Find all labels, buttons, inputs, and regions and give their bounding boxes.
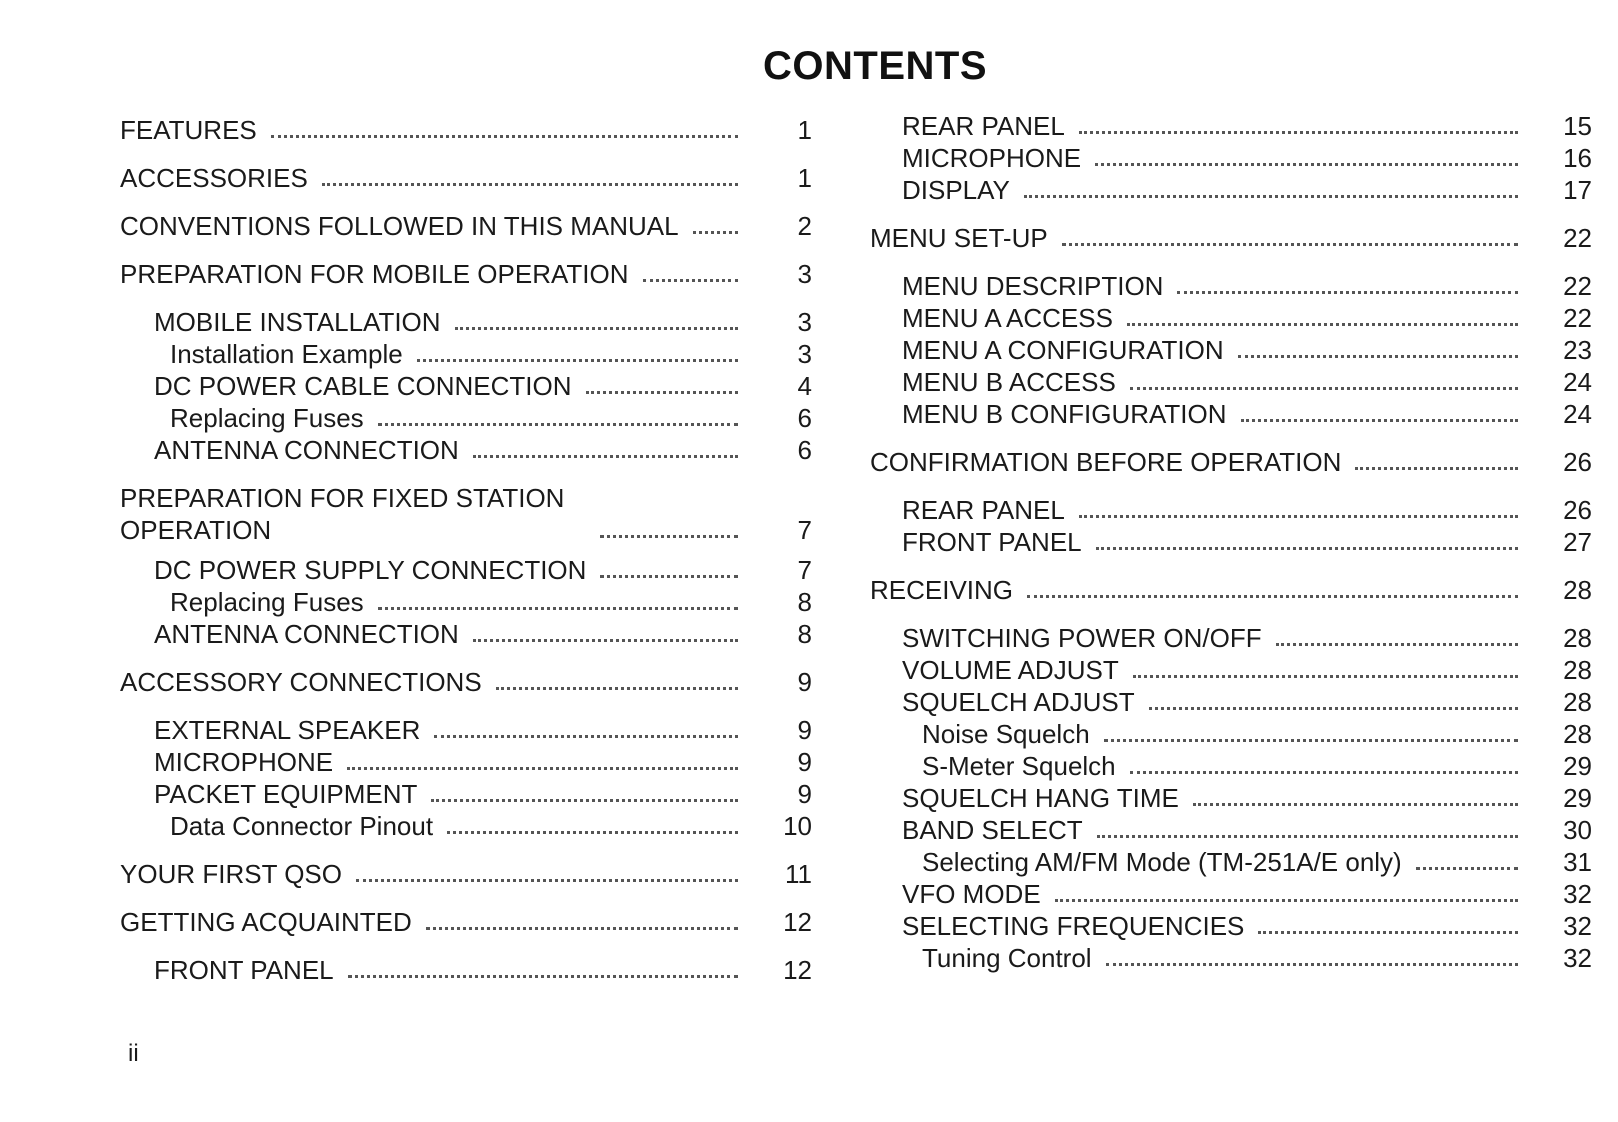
toc-entry bbox=[120, 338, 812, 370]
toc-entry bbox=[902, 174, 1592, 206]
dot-leader bbox=[447, 831, 738, 834]
dot-leader bbox=[455, 327, 738, 330]
toc-entry bbox=[120, 482, 812, 546]
toc-entry-title: ANTENNA CONNECTION bbox=[154, 435, 459, 465]
toc-page-number: 32 bbox=[1563, 879, 1592, 909]
toc-entry-title: CONVENTIONS FOLLOWED IN THIS MANUAL bbox=[120, 211, 679, 241]
toc-page-number: 9 bbox=[797, 747, 812, 777]
toc-entry-title: DC POWER SUPPLY CONNECTION bbox=[154, 555, 587, 585]
toc-entry bbox=[902, 686, 1592, 718]
dot-leader bbox=[356, 879, 738, 882]
toc-entry-title: MENU A CONFIGURATION bbox=[902, 335, 1224, 365]
toc-page-number: 31 bbox=[1563, 847, 1592, 877]
toc-page-number: 26 bbox=[1563, 447, 1592, 477]
toc-entry-title: GETTING ACQUAINTED bbox=[120, 907, 412, 937]
dot-leader bbox=[1096, 547, 1518, 550]
toc-entry-title: Selecting AM/FM Mode (TM-251A/E only) bbox=[922, 847, 1402, 877]
toc-entry bbox=[902, 142, 1592, 174]
dot-leader bbox=[1079, 515, 1518, 518]
toc-left-column bbox=[120, 0, 812, 1122]
toc-page-number: 30 bbox=[1563, 815, 1592, 845]
toc-entry-title: MENU B ACCESS bbox=[902, 367, 1116, 397]
toc-entry-title: Installation Example bbox=[170, 339, 403, 369]
toc-entry-title: MENU SET-UP bbox=[870, 223, 1048, 253]
toc-entry-title: DISPLAY bbox=[902, 175, 1010, 205]
toc-page-number: 17 bbox=[1563, 175, 1592, 205]
toc-entry-title: MICROPHONE bbox=[902, 143, 1082, 173]
dot-leader bbox=[1095, 163, 1518, 166]
toc-entry bbox=[902, 398, 1592, 430]
toc-entry bbox=[120, 370, 812, 402]
toc-entry bbox=[902, 782, 1592, 814]
toc-page-number: 8 bbox=[797, 619, 812, 649]
dot-leader bbox=[600, 535, 738, 538]
toc-page-number: 32 bbox=[1563, 943, 1592, 973]
toc-page-number: 8 bbox=[797, 587, 812, 617]
dot-leader bbox=[643, 279, 738, 282]
toc-entry bbox=[120, 162, 812, 194]
toc-entry bbox=[902, 622, 1592, 654]
toc-page-number: 16 bbox=[1563, 143, 1592, 173]
toc-entry bbox=[120, 114, 812, 146]
toc-entry-title: PACKET EQUIPMENT bbox=[154, 779, 418, 809]
toc-entry-title: MENU DESCRIPTION bbox=[902, 271, 1164, 301]
toc-entry-title: Noise Squelch bbox=[922, 719, 1090, 749]
toc-entry bbox=[120, 210, 812, 242]
toc-page-number: 22 bbox=[1563, 223, 1592, 253]
dot-leader bbox=[347, 767, 738, 770]
dot-leader bbox=[322, 183, 738, 186]
toc-page-number: 12 bbox=[783, 955, 812, 985]
toc-entry bbox=[870, 446, 1592, 478]
dot-leader bbox=[1258, 931, 1518, 934]
footer-page-number: ii bbox=[128, 1040, 139, 1067]
toc-entry-title: FRONT PANEL bbox=[154, 955, 334, 985]
dot-leader bbox=[431, 799, 738, 802]
toc-entry-title: MOBILE INSTALLATION bbox=[154, 307, 441, 337]
dot-leader bbox=[1127, 323, 1518, 326]
toc-page-number: 6 bbox=[797, 403, 812, 433]
toc-page-number: 29 bbox=[1563, 751, 1592, 781]
toc-entry bbox=[902, 878, 1592, 910]
toc-entry-title: MICROPHONE bbox=[154, 747, 334, 777]
toc-page-number: 3 bbox=[797, 307, 812, 337]
dot-leader bbox=[1130, 387, 1518, 390]
toc-page-number: 29 bbox=[1563, 783, 1592, 813]
toc-entry-title: MENU A ACCESS bbox=[902, 303, 1113, 333]
dot-leader bbox=[1024, 195, 1518, 198]
toc-entry bbox=[902, 718, 1592, 750]
toc-entry-title: SQUELCH HANG TIME bbox=[902, 783, 1179, 813]
toc-page-number: 24 bbox=[1563, 399, 1592, 429]
toc-page-number: 32 bbox=[1563, 911, 1592, 941]
dot-leader bbox=[1133, 675, 1518, 678]
dot-leader bbox=[600, 575, 738, 578]
toc-entry-title: CONFIRMATION BEFORE OPERATION bbox=[870, 447, 1342, 477]
toc-page-number: 22 bbox=[1563, 271, 1592, 301]
toc-entry-title: VOLUME ADJUST bbox=[902, 655, 1119, 685]
dot-leader bbox=[1130, 771, 1518, 774]
toc-entry-title: RECEIVING bbox=[870, 575, 1014, 605]
toc-entry-title: ACCESSORY CONNECTIONS bbox=[120, 667, 482, 697]
toc-page-number: 28 bbox=[1563, 623, 1592, 653]
toc-entry-title: VFO MODE bbox=[902, 879, 1041, 909]
toc-entry bbox=[120, 778, 812, 810]
toc-entry bbox=[902, 526, 1592, 558]
toc-entry-title: FEATURES bbox=[120, 115, 257, 145]
toc-page-number: 3 bbox=[797, 339, 812, 369]
toc-entry bbox=[120, 810, 812, 842]
toc-entry bbox=[902, 270, 1592, 302]
toc-page-number: 7 bbox=[797, 515, 812, 545]
toc-entry bbox=[902, 750, 1592, 782]
toc-entry-title: ANTENNA CONNECTION bbox=[154, 619, 459, 649]
toc-entry-title-line1: PREPARATION FOR FIXED STATION bbox=[120, 483, 565, 513]
dot-leader bbox=[473, 639, 738, 642]
dot-leader bbox=[1177, 291, 1518, 294]
dot-leader bbox=[1055, 899, 1518, 902]
toc-entry bbox=[902, 302, 1592, 334]
toc-page-number: 23 bbox=[1563, 335, 1592, 365]
dot-leader bbox=[586, 391, 739, 394]
toc-page-number: 26 bbox=[1563, 495, 1592, 525]
dot-leader bbox=[417, 359, 738, 362]
toc-entry bbox=[120, 434, 812, 466]
toc-entry bbox=[120, 954, 812, 986]
dot-leader bbox=[1149, 707, 1518, 710]
toc-entry-title: SWITCHING POWER ON/OFF bbox=[902, 623, 1262, 653]
toc-entry-title: Replacing Fuses bbox=[170, 403, 364, 433]
toc-page-number: 28 bbox=[1563, 687, 1592, 717]
toc-page-number: 7 bbox=[797, 555, 812, 585]
toc-entry bbox=[120, 746, 812, 778]
toc-entry bbox=[902, 942, 1592, 974]
toc-entry-title: ACCESSORIES bbox=[120, 163, 308, 193]
dot-leader bbox=[1062, 243, 1518, 246]
dot-leader bbox=[1416, 867, 1518, 870]
toc-page-number: 1 bbox=[797, 115, 812, 145]
dot-leader bbox=[378, 423, 738, 426]
toc-entry-title: Replacing Fuses bbox=[170, 587, 364, 617]
toc-entry bbox=[120, 258, 812, 290]
toc-entry-title: S-Meter Squelch bbox=[922, 751, 1116, 781]
dot-leader bbox=[496, 687, 738, 690]
toc-entry-title: FRONT PANEL bbox=[902, 527, 1082, 557]
toc-entry bbox=[902, 110, 1592, 142]
toc-entry bbox=[870, 574, 1592, 606]
toc-entry-title: EXTERNAL SPEAKER bbox=[154, 715, 421, 745]
toc-entry bbox=[120, 714, 812, 746]
toc-page-number: 24 bbox=[1563, 367, 1592, 397]
toc-entry bbox=[120, 306, 812, 338]
dot-leader bbox=[1106, 963, 1518, 966]
toc-entry bbox=[120, 586, 812, 618]
dot-leader bbox=[1104, 739, 1518, 742]
dot-leader bbox=[1193, 803, 1518, 806]
toc-entry-title: Data Connector Pinout bbox=[170, 811, 434, 841]
toc-page-number: 28 bbox=[1563, 719, 1592, 749]
dot-leader bbox=[693, 231, 738, 234]
dot-leader bbox=[1238, 355, 1518, 358]
toc-page-number: 15 bbox=[1563, 111, 1592, 141]
dot-leader bbox=[378, 607, 738, 610]
toc-entry bbox=[120, 402, 812, 434]
dot-leader bbox=[1241, 419, 1518, 422]
toc-page-number: 22 bbox=[1563, 303, 1592, 333]
toc-entry-title: YOUR FIRST QSO bbox=[120, 859, 342, 889]
dot-leader bbox=[426, 927, 738, 930]
toc-entry bbox=[120, 906, 812, 938]
toc-page-number: 6 bbox=[797, 435, 812, 465]
toc-page-number: 11 bbox=[785, 859, 812, 889]
dot-leader bbox=[1097, 835, 1518, 838]
toc-page-number: 27 bbox=[1563, 527, 1592, 557]
dot-leader bbox=[434, 735, 738, 738]
toc-entry-title: DC POWER CABLE CONNECTION bbox=[154, 371, 572, 401]
toc-page-number: 9 bbox=[797, 667, 812, 697]
toc-entry bbox=[902, 814, 1592, 846]
toc-entry bbox=[902, 366, 1592, 398]
toc-entry bbox=[902, 910, 1592, 942]
dot-leader bbox=[1079, 131, 1518, 134]
dot-leader bbox=[1355, 467, 1518, 470]
toc-page-number: 10 bbox=[783, 811, 812, 841]
toc-entry bbox=[120, 666, 812, 698]
toc-page-number: 28 bbox=[1563, 655, 1592, 685]
toc-page-number: 4 bbox=[797, 371, 812, 401]
dot-leader bbox=[473, 455, 738, 458]
toc-entry-title: Tuning Control bbox=[922, 943, 1092, 973]
toc-entry bbox=[120, 858, 812, 890]
toc-entry bbox=[902, 334, 1592, 366]
toc-entry-title: SELECTING FREQUENCIES bbox=[902, 911, 1245, 941]
toc-entry bbox=[902, 494, 1592, 526]
toc-page-number: 9 bbox=[797, 715, 812, 745]
toc-entry-title: SQUELCH ADJUST bbox=[902, 687, 1135, 717]
toc-entry bbox=[120, 618, 812, 650]
toc-entry-title: PREPARATION FOR MOBILE OPERATION bbox=[120, 259, 629, 289]
toc-entry-title-line2: OPERATION bbox=[120, 515, 272, 545]
toc-page-number: 12 bbox=[783, 907, 812, 937]
toc-entry-title: REAR PANEL bbox=[902, 111, 1065, 141]
dot-leader bbox=[1027, 595, 1518, 598]
toc-entry-title: BAND SELECT bbox=[902, 815, 1083, 845]
toc-page-number: 1 bbox=[797, 163, 812, 193]
toc-page-number: 28 bbox=[1563, 575, 1592, 605]
toc-entry bbox=[120, 554, 812, 586]
toc-entry bbox=[902, 654, 1592, 686]
toc-page-number: 2 bbox=[797, 211, 812, 241]
toc-page-number: 9 bbox=[797, 779, 812, 809]
toc-entry-title: REAR PANEL bbox=[902, 495, 1065, 525]
toc-entry bbox=[870, 222, 1592, 254]
dot-leader bbox=[271, 135, 738, 138]
toc-entry bbox=[902, 846, 1592, 878]
toc-page-number: 3 bbox=[797, 259, 812, 289]
dot-leader bbox=[348, 975, 738, 978]
toc-entry-title: MENU B CONFIGURATION bbox=[902, 399, 1227, 429]
dot-leader bbox=[1276, 643, 1518, 646]
page-title: CONTENTS bbox=[763, 44, 987, 88]
